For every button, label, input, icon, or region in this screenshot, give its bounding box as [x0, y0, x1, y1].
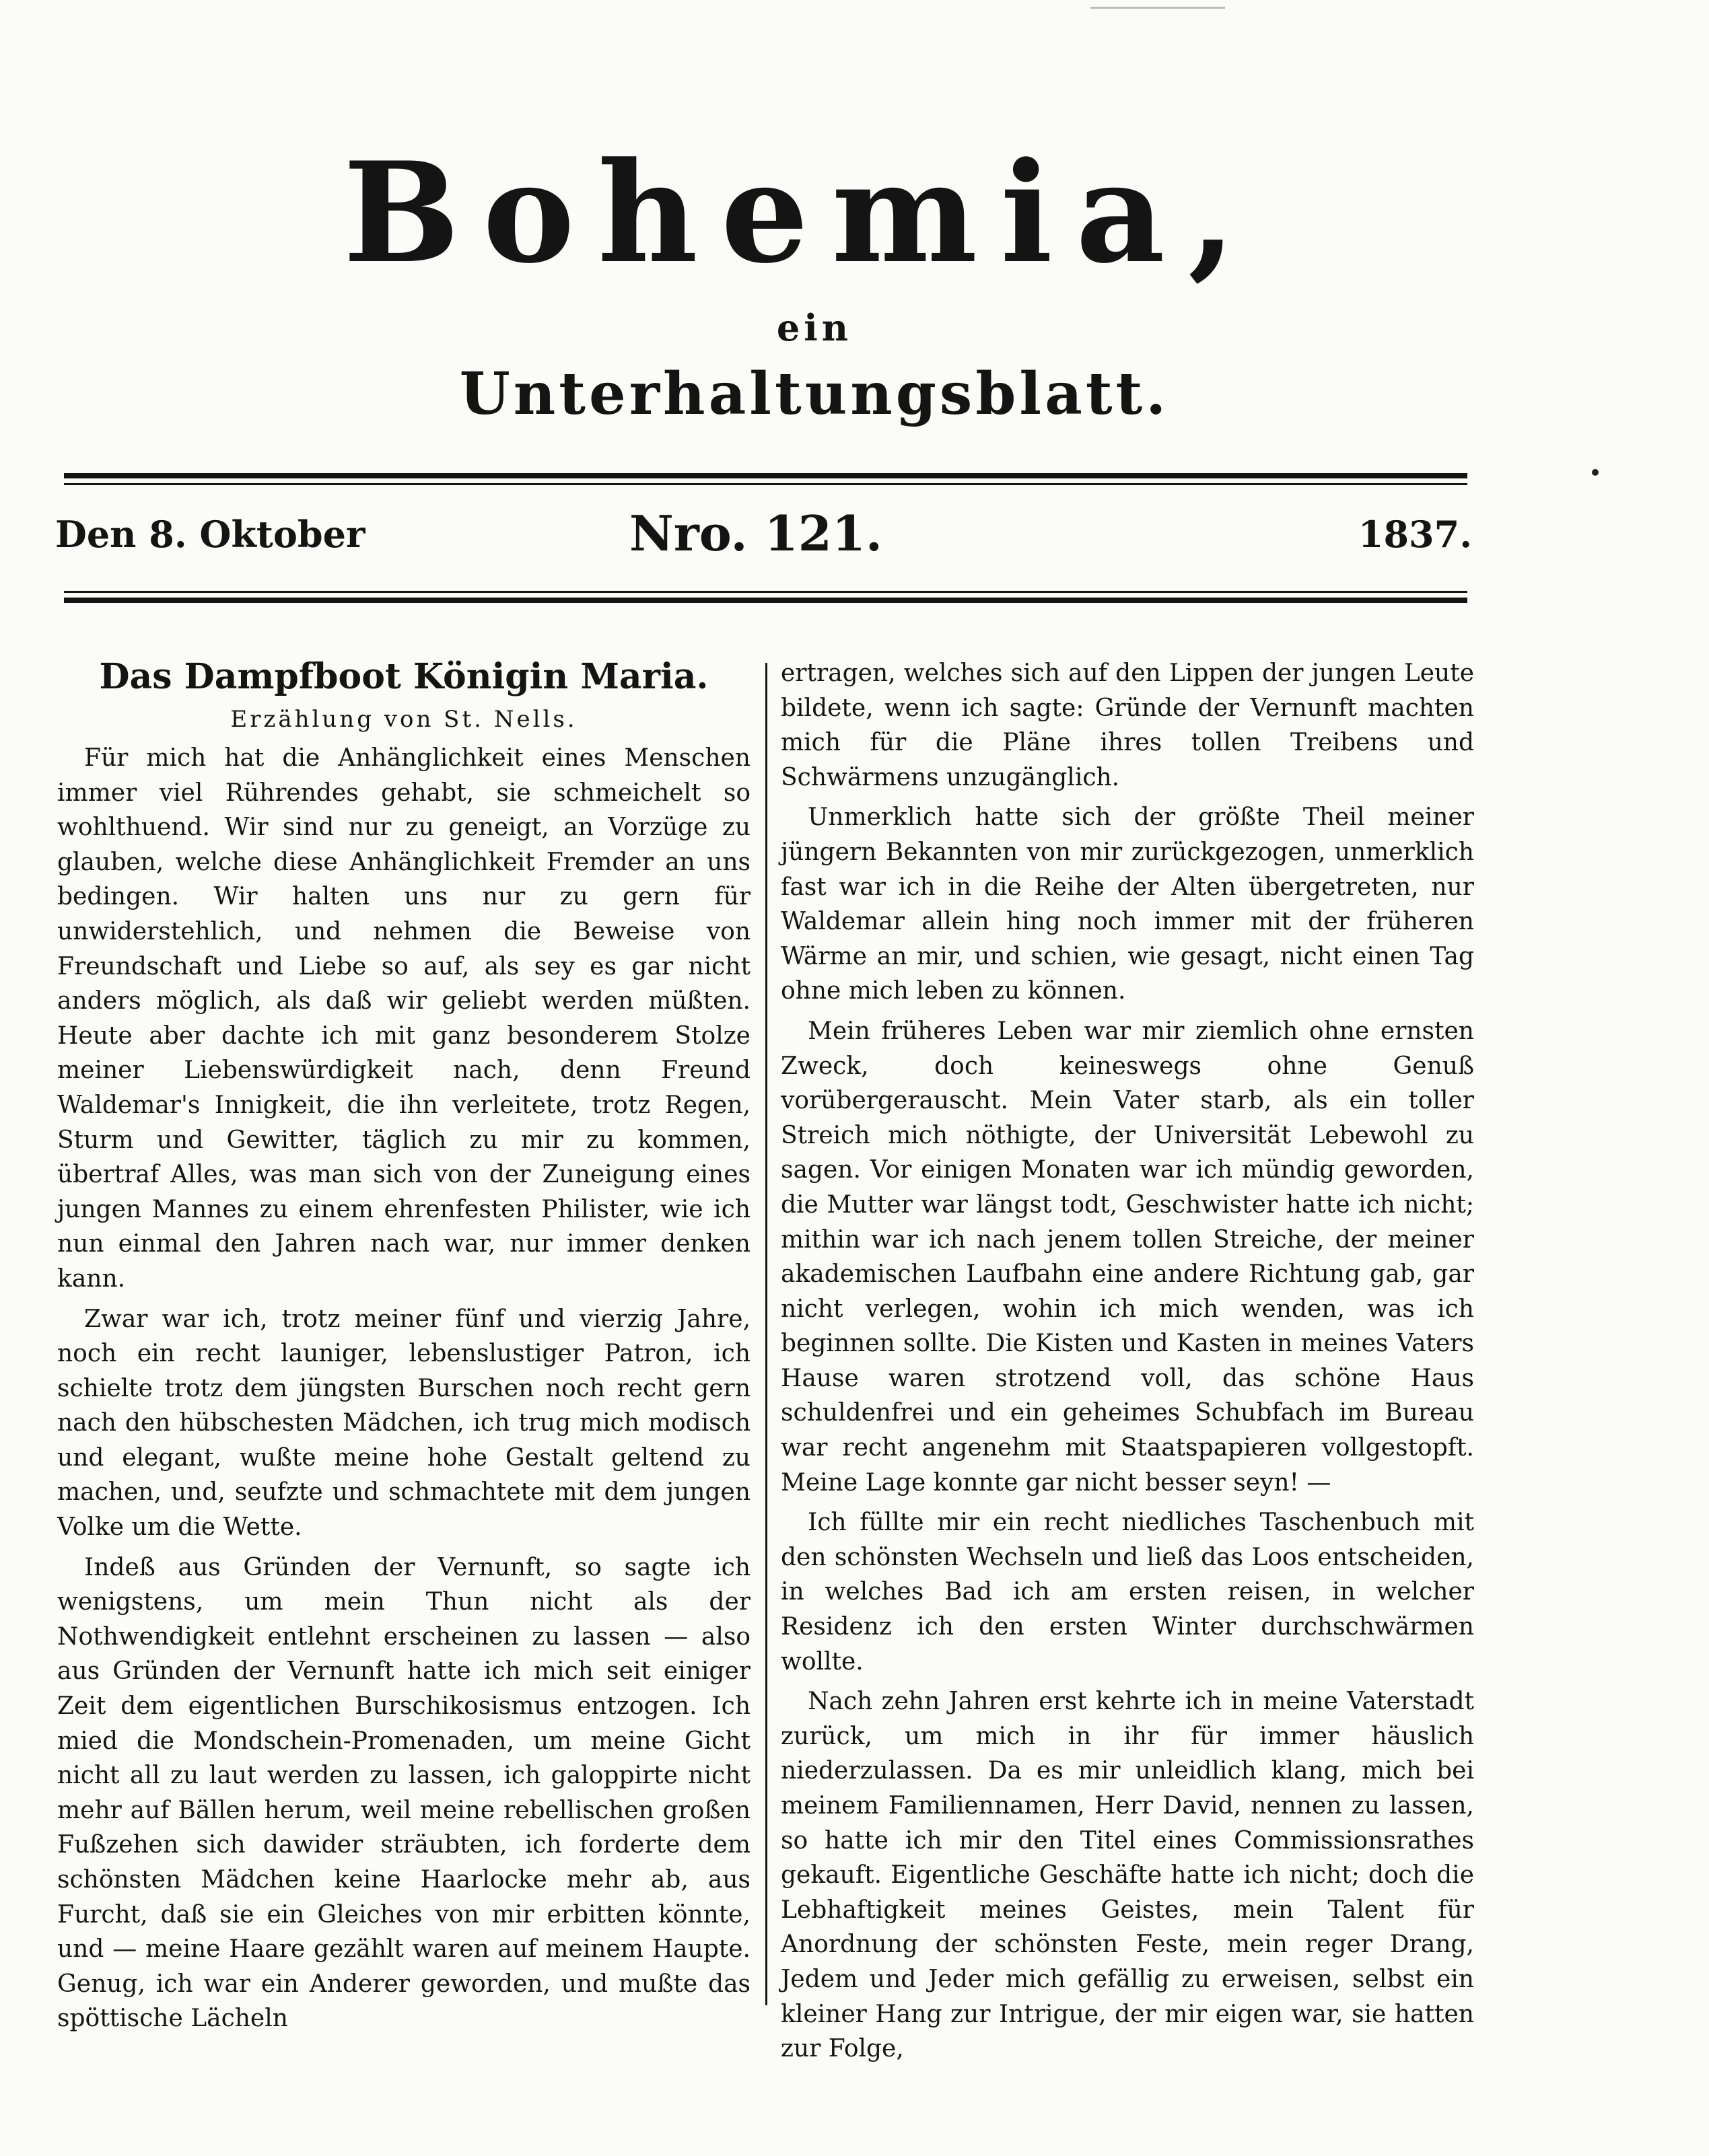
issue-date: Den 8. Oktober [55, 513, 365, 556]
paper-scratch [1090, 7, 1225, 9]
paragraph: Unmerklich hatte sich der größte Theil meiner jüngern Bekannten von mir zurückgezogen, unmerklich fast war ich in die Reihe der Alten übergetreten, nur Waldemar allein hing noch immer mit der früheren Wärme an mir, und schien, wie gesagt, nicht einen Tag ohne mich leben zu können. [781, 803, 1474, 1005]
paragraph: Mein früheres Leben war mir ziemlich ohne ernsten Zweck, doch keineswegs ohne Genuß vorübergerauscht. Mein Vater starb, als ein toller Streich mich nöthigte, der Universität Lebewohl zu sagen. Vor einigen Monaten war ich mündig geworden, die Mutter war längst todt, Geschwister hatte ich nicht; mithin war ich nach jenem tollen Streiche, der meiner akademischen Laufbahn eine andere Richtung gab, gar nicht verlegen, wohin ich mich wenden, was ich beginnen sollte. Die Kisten und Kasten in meines Vaters Hause waren strotzend voll, das schöne Haus schuldenfrei und ein geheimes Schubfach im Bureau war recht angenehm mit Staatspapieren vollgestopft. Meine Lage konnte gar nicht besser seyn! — [781, 1017, 1474, 1497]
issue-year: 1837. [1358, 513, 1472, 556]
left-column [57, 656, 751, 2033]
paragraph: Ich füllte mir ein recht niedliches Taschenbuch mit den schönsten Wechseln und ließ das Loos entscheiden, in welches Bad ich am ersten reisen, in welcher Residenz ich den ersten Winter durchschwärmen wollte. [781, 1509, 1474, 1676]
dateline-rule-thick [64, 598, 1467, 603]
right-column [781, 656, 1474, 2063]
masthead-subtitle: Unterhaltungsblatt. [459, 360, 1170, 428]
masthead-ein: ein [776, 306, 853, 349]
dateline-rule-thin [64, 591, 1467, 593]
ink-speck [1592, 469, 1599, 476]
paragraph: Nach zehn Jahren erst kehrte ich in meine Vaterstadt zurück, um mich in ihr für immer häuslich niederzulassen. Da es mir unleidlich klang, mich bei meinem Familiennamen, Herr David, nennen zu lassen, so hatte ich mir den Titel eines Commissionsrathes gekauft. Eigentliche Geschäfte hatte ich nicht; doch die Lebhaftigkeit meines Geistes, mein Talent für Anordnung der schönsten Feste, mein reger Drang, Jedem und Jeder mich gefällig zu erweisen, selbst ein kleiner Hang zur Intrigue, der mir eigen war, sie hatten zur Folge, [781, 1688, 1474, 2063]
masthead-rule-thick [64, 473, 1467, 478]
paragraph: Zwar war ich, trotz meiner fünf und vierzig Jahre, noch ein recht launiger, lebenslustiger Patron, ich schielte trotz dem jüngsten Burschen noch recht gern nach den hübschesten Mädchen, ich trug mich modisch und elegant, wußte meine hohe Gestalt geltend zu machen, und, seufzte und schmachtete mit dem jungen Volke um die Wette. [57, 1305, 751, 1542]
issue-number: Nro. 121. [629, 505, 882, 562]
masthead-rule-thin [64, 483, 1467, 485]
paragraph: ertragen, welches sich auf den Lippen der jungen Leute bildete, wenn ich sagte: Gründe der Vernunft machten mich für die Pläne ihres tollen Treibens und Schwärmens unzugänglich. [781, 659, 1474, 791]
masthead-title: Bohemia, [343, 133, 1259, 294]
paragraph: Für mich hat die Anhänglichkeit eines Menschen immer viel Rührendes gehabt, sie schmeichelt so wohlthuend. Wir sind nur zu geneigt, an Vorzüge zu glauben, welche diese Anhänglichkeit Fremder an uns bedingen. Wir halten uns nur zu gern für unwiderstehlich, und nehmen die Beweise von Freundschaft und Liebe so auf, als sey es gar nicht anders möglich, als daß wir geliebt werden müßten. Heute aber dachte ich mit ganz besonderem Stolze meiner Liebenswürdigkeit nach, denn Freund Waldemar's Innigkeit, die ihn verleitete, trotz Regen, Sturm und Gewitter, täglich zu mir zu kommen, übertraf Alles, was man sich von der Zuneigung eines jungen Mannes zu einem ehrenfesten Philister, wie ich nun einmal den Jahren nach war, nur immer denken kann. [57, 744, 751, 1293]
paragraph: Indeß aus Gründen der Vernunft, so sagte ich wenigstens, um mein Thun nicht als der Nothwendigkeit entlehnt erscheinen zu lassen — also aus Gründen der Vernunft hatte ich mich seit einiger Zeit dem eigentlichen Burschikosismus entzogen. Ich mied die Mondschein-Promenaden, um meine Gicht nicht all zu laut werden zu lassen, ich galoppirte nicht mehr auf Bällen herum, weil meine rebellischen großen Fußzehen sich dawider sträubten, ich forderte dem schönsten Mädchen keine Haarlocke mehr ab, aus Furcht, daß sie ein Gleiches von mir erbitten könnte, und — meine Haare gezählt waren auf meinem Haupte. Genug, ich war ein Anderer geworden, und mußte das spöttische Lächeln [57, 1553, 751, 2033]
article-title: Das Dampfboot Königin Maria. [99, 656, 709, 697]
article-byline: Erzählung von St. Nells. [230, 706, 578, 733]
column-divider [765, 663, 767, 2005]
